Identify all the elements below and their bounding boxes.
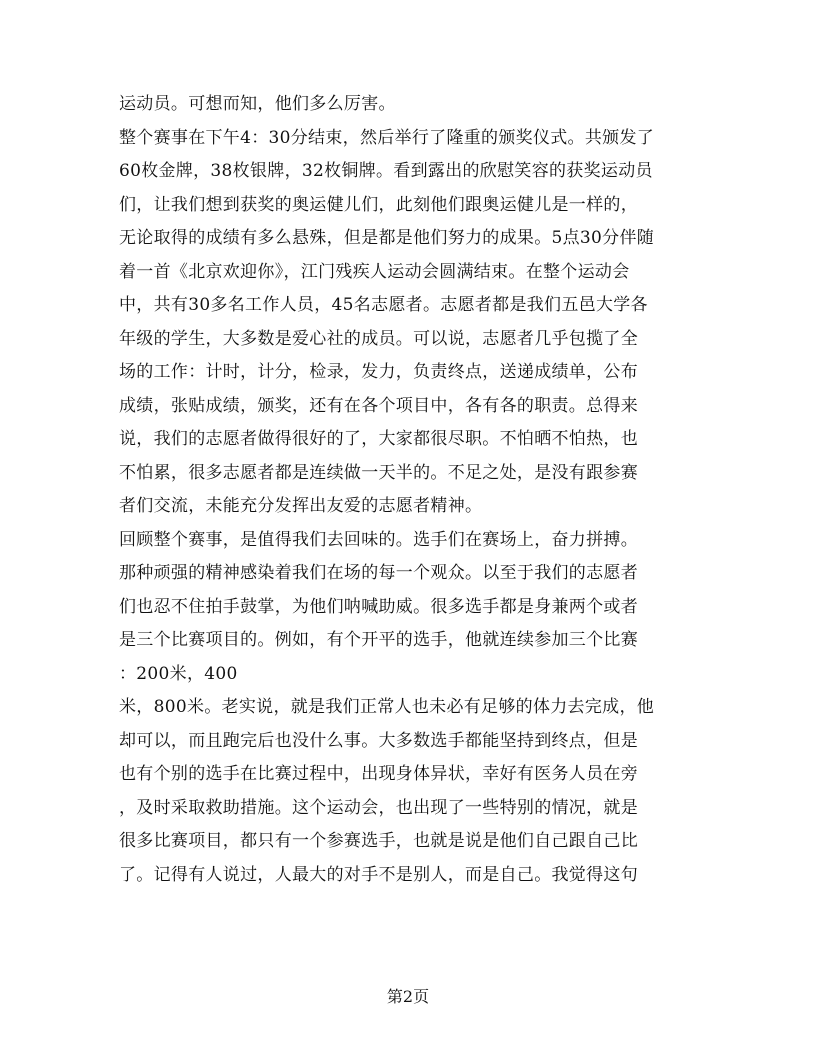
text-line: 不怕累，很多志愿者都是连续做一天半的。不足之处，是没有跟参赛 [119, 462, 638, 483]
text-line: 很多比赛项目，都只有一个参赛选手，也就是说是他们自己跟自己比 [119, 831, 638, 851]
text-line: 60枚金牌，38枚银牌，32枚铜牌。看到露出的欣慰笑容的获奖运动员 [119, 161, 653, 181]
text-line: 年级的学生，大多数是爱心社的成员。可以说，志愿者几乎包揽了全 [119, 328, 638, 349]
text-line: 也有个别的选手在比赛过程中，出现身体异状，幸好有医务人员在旁 [119, 764, 638, 784]
text-line: 米，800米。老实说，就是我们正常人也未必有足够的体力去完成，他 [119, 697, 655, 717]
text-line: 场的工作：计时，计分，检录，发力，负责终点，送递成绩单，公布 [119, 362, 638, 382]
text-line: 无论取得的成绩有多么悬殊，但是都是他们努力的成果。5点30分伴随 [119, 228, 655, 248]
text-line: 却可以，而且跑完后也没什么事。大多数选手都能坚持到终点，但是 [119, 730, 638, 751]
text-line: 说，我们的志愿者做得很好的了，大家都很尽职。不怕晒不怕热，也 [119, 429, 638, 449]
text-line: 整个赛事在下午4：30分结束，然后举行了隆重的颁奖仪式。共颁发了 [119, 127, 655, 148]
text-line: 成绩，张贴成绩，颁奖，还有在各个项目中，各有各的职责。总得来 [119, 395, 638, 416]
text-line: 着一首《北京欢迎你》，江门残疾人运动会圆满结束。在整个运动会 [119, 261, 630, 282]
page-number: 第2页 [386, 987, 430, 1006]
text-line: 是三个比赛项目的。例如，有个开平的选手，他就连续参加三个比赛 [119, 630, 638, 650]
text-line: ：200米，400 [119, 663, 238, 684]
body-text [119, 88, 699, 892]
text-line: 了。记得有人说过，人最大的对手不是别人，而是自己。我觉得这句 [119, 864, 638, 885]
text-line: 们，让我们想到获奖的奥运健儿们，此刻他们跟奥运健儿是一样的， [119, 194, 638, 215]
text-line: 回顾整个赛事，是值得我们去回味的。选手们在赛场上，奋力拼搏。 [119, 529, 638, 550]
text-line: 者们交流，未能充分发挥出友爱的志愿者精神。 [119, 496, 483, 516]
text-line: ，及时采取救助措施。这个运动会，也出现了一些特别的情况，就是 [119, 797, 638, 818]
text-line: 运动员。可想而知，他们多么厉害。 [119, 94, 396, 114]
text-line: 那种顽强的精神感染着我们在场的每一个观众。以至于我们的志愿者 [119, 563, 638, 583]
text-line: 中，共有30多名工作人员，45名志愿者。志愿者都是我们五邑大学各 [119, 295, 648, 315]
text-line: 们也忍不住拍手鼓掌，为他们呐喊助威。很多选手都是身兼两个或者 [119, 596, 638, 617]
